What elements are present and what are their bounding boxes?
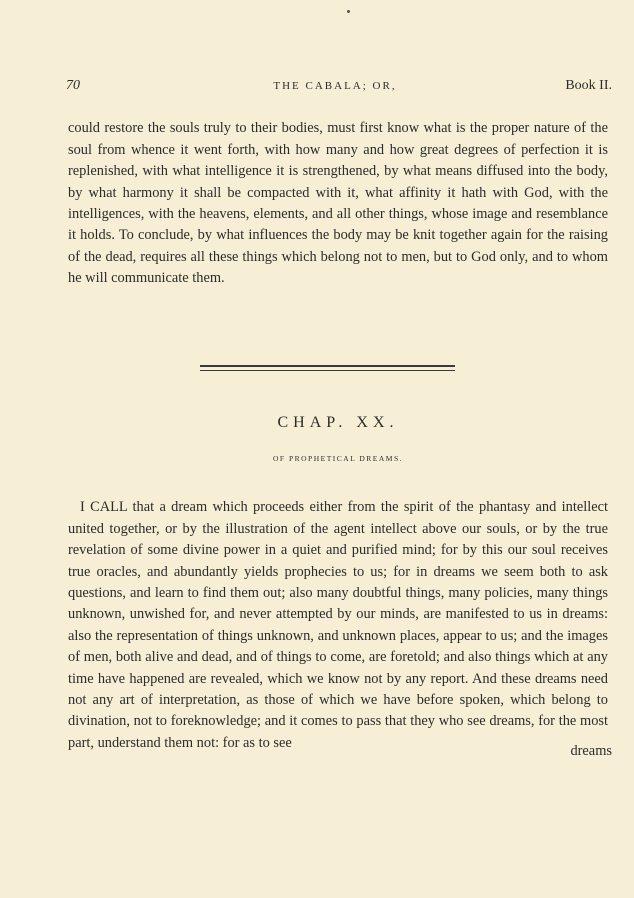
section-rule-thick	[200, 365, 455, 367]
chapter-title: CHAP. XX.	[277, 414, 399, 431]
running-head	[58, 78, 612, 98]
chapter-subtitle: OF PROPHETICAL DREAMS.	[272, 454, 404, 463]
running-title: THE CABALA; OR,	[273, 80, 397, 92]
page-number: 70	[66, 78, 80, 93]
ink-speck	[347, 10, 350, 13]
book-label: Book II.	[565, 78, 612, 93]
catchword: dreams	[570, 743, 612, 759]
section-rule-thin	[200, 370, 455, 371]
chapter-paragraph: I CALL that a dream which proceeds either from the spirit of the phantasy and intellect united together, or by the illustration of the agent intellect above our souls, or by the true revelation of some divine power in a quiet and purified mind; for by this our soul receives true oracles, and abundantly yields prophecies to us; for in dreams we seem both to ask questions, and learn to find them out; also many doubtful things, many policies, many things unknown, unwished for, and never attempted by our minds, are manifested to us in dreams: also the representation of things unknown, and unknown places, appear to us; and the images of men, both alive and dead, and of things to come, are foretold; and also things which at any time have happened are revealed, which we know not by any report. And these dreams need not any art of interpretation, as those of which we have before spoken, which belong to divination, not to foreknowledge; and it comes to pass that they who see dreams, for the most part, understand them not: for as to see	[68, 499, 608, 751]
paragraph-continued: could restore the souls truly to their bodies, must first know what is the proper nature of the soul from whence it went forth, with how many and how great degrees of perfection it is replenished, with what intelligence it is strengthened, by what means diffused into the body, by what harmony it shall be compacted with it, what affinity it hath with God, with the intelligences, with the heavens, elements, and all other things, whose image and resemblance it holds. To conclude, by what influences the body may be knit together again for the raising of the dead, requires all these things which belong not to men, but to God only, and to whom he will communicate them.	[68, 120, 608, 287]
